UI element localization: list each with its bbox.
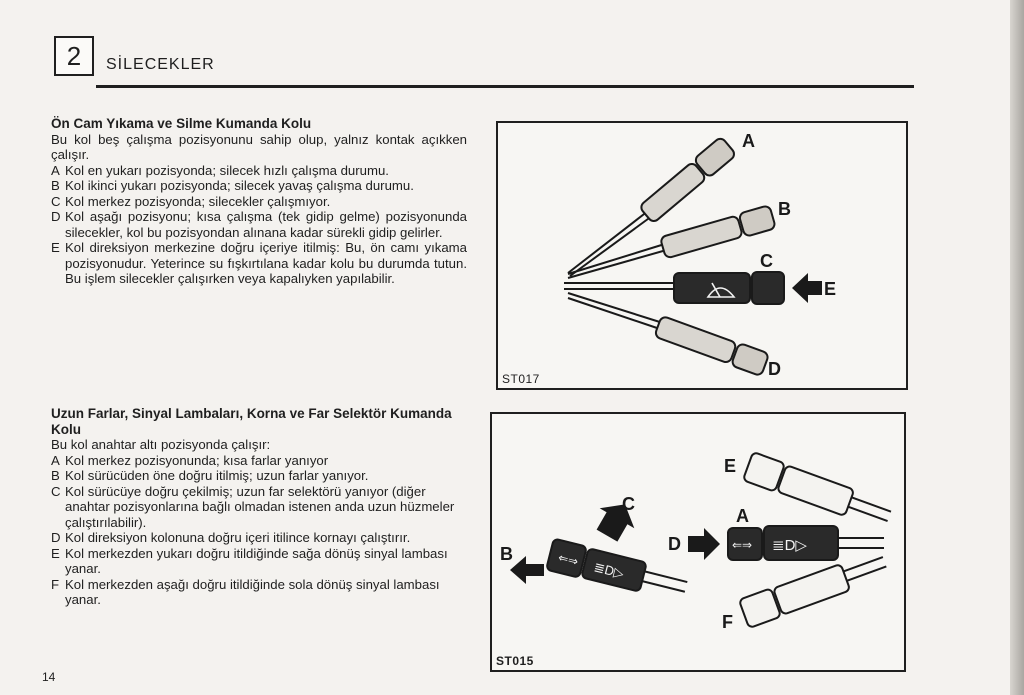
chapter-number-box: 2 [54,36,94,76]
arrow-d-icon [688,528,720,560]
label-e: E [724,456,737,476]
arrow-e-icon [792,273,822,303]
lever-position-a [638,136,736,224]
arrow-b-icon [510,556,544,584]
list-item: A Kol en yukarı pozisyonda; silecek hızlı çalışma durumu. [51,162,389,178]
list-item: E Kol direksiyon merkezine doğru içeriye itilmiş: Bu, ön camı yıkama pozisyonudur. Yeterince su fışkırtılana kadar kolu bu durumda tutun. Bu işlem silecekler çalışırken veya kapalıyken yapılabilir. [51,240,467,286]
section-intro: Bu kol anahtar altı pozisyonda çalışır: [51,437,271,452]
lever-position-d [654,315,769,377]
label-e: E [824,279,837,299]
section-intro: Bu kol beş çalışma pozisyonunu sahip olup, yalnız kontak açıkken çalışır. [51,131,467,162]
label-a: A [736,506,749,526]
figure-wiper-lever [496,121,908,390]
section-title: Ön Cam Yıkama ve Silme Kumanda Kolu [51,116,312,131]
lever-position-b [660,205,776,259]
label-a: A [742,131,755,151]
headlight-horn-icon: ≣D▷ [772,537,807,554]
figure-id: ST015 [496,654,534,668]
lever-center [728,526,884,560]
list-item: C Kol merkez pozisyonda; silecekler çalışmıyor. [51,193,331,209]
list-item: C Kol sürücüye doğru çekilmiş; uzun far selektörü yanıyor (diğer anahtar pozisyonlarına bağlı olmadan istenen anda uzun hüzmeler çalıştırılabilir). [51,483,455,530]
label-b: B [500,544,513,564]
page-edge-shadow [1010,0,1024,695]
figure-light-lever [490,412,906,672]
turn-signal-icon: ⇐⇒ [732,538,753,552]
light-lever-illustration [492,414,904,670]
label-b: B [778,199,791,219]
chapter-title: SİLECEKLER [106,56,215,73]
list-item: D Kol direksiyon kolonuna doğru içeri itilince kornayı çalıştırır. [51,530,411,545]
label-d: D [768,359,781,379]
page-number: 14 [42,670,56,684]
section-wiper-lever [51,116,467,287]
label-c: C [622,494,635,514]
headlight-horn-icon: ≣D▷ [592,559,626,582]
header-rule [96,85,914,88]
figure-id: ST017 [502,372,540,386]
label-d: D [668,534,681,554]
turn-signal-icon: ⇐⇒ [556,550,580,569]
list-item: D Kol aşağı pozisyonu; kısa çalışma (tek gidip gelme) pozisyonunda silecekler, kol bu pozisyondan alınana kadar sürekli gidip gelirler. [51,209,467,240]
list-item: B Kol sürücüden öne doğru itilmiş; uzun farlar yanıyor. [51,468,369,483]
list-item: B Kol ikinci yukarı pozisyonda; silecek yavaş çalışma durumu. [51,178,414,193]
lever-up [743,452,894,531]
list-item: E Kol merkezden yukarı doğru itildiğinde sağa dönüş sinyal lambası yanar. [51,545,448,576]
section-light-lever [51,406,467,608]
label-c: C [760,251,773,271]
list-item: F Kol merkezden aşağı doğru itildiğinde sola dönüş sinyal lambası yanar. [51,576,440,607]
list-item: A Kol merkez pozisyonunda; kısa farlar yanıyor [51,452,329,468]
label-f: F [722,612,733,632]
wiper-lever-illustration [498,123,906,388]
section-title: Uzun Farlar, Sinyal Lambaları, Korna ve Far Selektör Kumanda Kolu [51,406,452,437]
lever-position-c [674,272,784,304]
